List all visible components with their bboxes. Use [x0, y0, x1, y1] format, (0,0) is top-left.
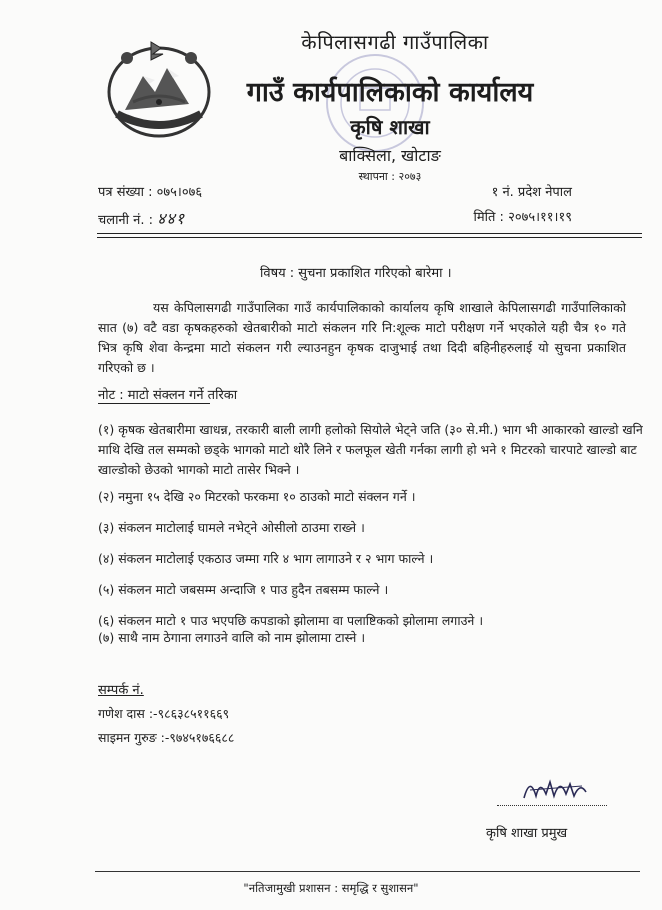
step-item: (४) संकलन माटोलाई एकठाउ जम्मा गरि ४ भाग लागाउने र २ भाग फाल्ने ।	[98, 551, 434, 566]
signatory-title: कृषि शाखा प्रमुख	[486, 826, 568, 841]
step-item: (७) साथै नाम ठेगाना लगाउने वालि को नाम झोलामा टास्ने ।	[98, 630, 366, 645]
established-year: स्थापना : २०७३	[358, 170, 422, 183]
dispatch-label: चलानी नं. :	[98, 213, 154, 228]
signature-line	[497, 805, 607, 806]
footer-slogan: "नतिजामुखी प्रशासन : समृद्धि र सुशासन"	[243, 881, 419, 895]
step-item: (२) नमुना १५ देखि २० मिटरको फरकमा १० ठाउको माटो संक्लन गर्ने ।	[98, 489, 416, 504]
note-heading: नोट : माटो संक्लन गर्ने तरिका	[98, 388, 238, 403]
dispatch-number-row	[98, 207, 185, 229]
letter-number: पत्र संख्या : ०७५।०७६	[98, 185, 203, 200]
footer-divider	[95, 871, 640, 872]
step-item: (६) संकलन माटो १ पाउ भएपछि कपडाको झोलामा वा पलाष्टिकको झोलामा लगाउने ।	[98, 613, 484, 628]
step-item: (३) संकलन माटोलाई घामले नभेट्ने ओसीलो ठाउमा राख्ने ।	[98, 520, 365, 535]
header-divider	[97, 233, 642, 234]
municipality-name: केपिलासगढी गाउँपालिका	[301, 30, 489, 54]
header-divider-double	[97, 237, 642, 238]
department-name: कृषि शाखा	[350, 115, 430, 139]
nepal-emblem-logo	[103, 32, 215, 142]
letter-date: मिति : २०७५।११।१९	[473, 210, 572, 225]
handwritten-signature	[520, 772, 590, 806]
office-name: गाउँ कार्यपालिकाको कार्यालय	[246, 77, 534, 108]
province-label: १ नं. प्रदेश नेपाल	[491, 185, 572, 200]
contact-heading: सम्पर्क नं.	[98, 683, 144, 698]
letter-subject: विषय : सुचना प्रकाशित गरिएको बारेमा ।	[260, 266, 452, 281]
office-address: बाक्सिला, खोटाङ	[339, 146, 441, 165]
step-item: (१) कृषक खेतबारीमा खाधन्न, तरकारी बाली लागी हलोको सियोले भेट्ने जति (३० से.मी.) भाग भी आकारको खाल्डो खनि माथि देखि तल सम्मको छड्के भागको माटो थोरै लिने र फलफूल खेती गर्नका लागी हो भने १ मिटरको चारपाटे खाल्डो बाट खाल्डोको छेउको भागको माटो तासेर भिक्ने ।	[98, 422, 643, 477]
contact-entry: साइमन गुरुङ :-९७४५१७६६८८	[98, 730, 235, 745]
step-item: (५) संकलन माटो जबसम्म अन्दाजि १ पाउ हुदैन तबसम्म फाल्ने ।	[98, 582, 389, 597]
body-paragraph: यस केपिलासगढी गाउँपालिका गाउँ कार्यपालिकाको कार्यालय कृषि शाखाले केपिलासगढी गाउँपालिकाको सात (७) वटै वडा कृषकहरुको खेतबारीको माटो संकलन गरि नि:शूल्क माटो परीक्षण गर्ने भएकोले यही चैत्र १० गते भित्र कृषि शेवा केन्द्रमा माटो संकलन गरी ल्याउनहुन कृषक दाजुभाई तथा दिदी बहिनीहरुलाई यो सुचना प्रकाशित गरिएको छ ।	[98, 300, 626, 375]
contact-entry: गणेश दास :-९८६३८५११६६९	[98, 706, 230, 721]
dispatch-number: ४४१	[157, 209, 186, 228]
note-underline	[98, 403, 210, 404]
